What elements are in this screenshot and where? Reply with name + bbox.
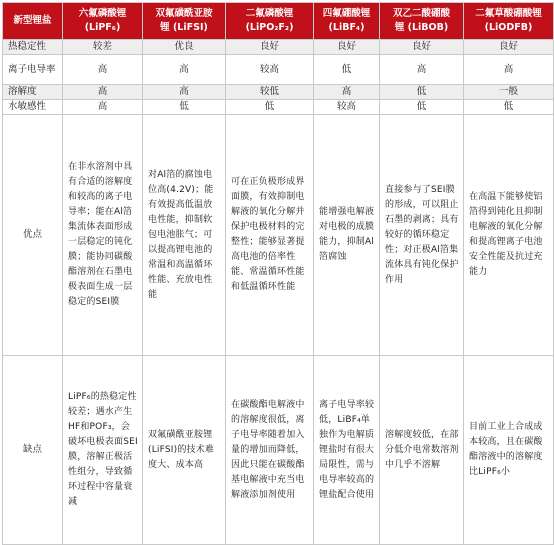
- table-cell: 高: [63, 55, 143, 85]
- table-cell: 高: [143, 55, 226, 85]
- table-cell: 在碳酸酯电解液中的溶解度很低，离子电导率随着加入量的增加而降低，因此只能在碳酸酯基电解液中充当电解液添加剂使用: [226, 356, 314, 545]
- header-lipo2f2-formula: (LiPO₂F₂): [245, 22, 294, 33]
- table-cell: 高: [63, 100, 143, 115]
- table-cell: 能增强电解液对电极的成膜能力，抑制Al箔腐蚀: [314, 115, 380, 356]
- table-cell: 高: [63, 85, 143, 100]
- table-cell: 低: [226, 100, 314, 115]
- table-cell: 双氟磺酰亚胺锂(LiFSI)的技术难度大、成本高: [143, 356, 226, 545]
- table-cell: 低: [464, 100, 554, 115]
- header-libf4-formula: (LiBF₄): [328, 22, 365, 33]
- table-cell: 直接参与了SEI膜的形成，可以阻止石墨的剥离；具有较好的循环稳定性；对正极Al箔集流体具有钝化保护作用: [380, 115, 464, 356]
- table-cell: 优良: [143, 40, 226, 55]
- row-label: 溶解度: [3, 85, 63, 100]
- table-cell: LiPF₆的热稳定性较差；遇水产生HF和POF₃，会破坏电极表面SEI膜，溶解正极活性组分，导致循环过程中容量衰减: [63, 356, 143, 545]
- table-cell: 低: [314, 55, 380, 85]
- table-cell: 目前工业上合成成本较高，且在碳酸酯溶液中的溶解度比LiPF₆小: [464, 356, 554, 545]
- row-solubility: [3, 85, 554, 100]
- table-cell: 良好: [464, 40, 554, 55]
- table-cell: 高: [314, 85, 380, 100]
- table-cell: 高: [464, 55, 554, 85]
- header-lipo2f2: [226, 3, 314, 40]
- row-water-sensitivity: [3, 100, 554, 115]
- header-salt-type: [3, 3, 63, 40]
- header-lifsi: [143, 3, 226, 40]
- header-libf4: [314, 3, 380, 40]
- table-cell: 在非水溶剂中具有合适的溶解度和较高的离子电导率；能在Al箔集流体表面形成一层稳定的钝化膜；能协同碳酸酯溶剂在石墨电极表面生成一层稳定的SEI膜: [63, 115, 143, 356]
- row-label: 热稳定性: [3, 40, 63, 55]
- table-cell: 对Al箔的腐蚀电位高(4.2V)；能有效提高低温放电性能，抑制软包电池胀气；可以提高锂电池的常温和高温循环性能、充放电性能: [143, 115, 226, 356]
- table-cell: 较高: [226, 55, 314, 85]
- table-cell: 高: [380, 55, 464, 85]
- header-lifsi-name: 双氟磺酰亚胺: [155, 8, 213, 19]
- table-cell: 较差: [63, 40, 143, 55]
- header-libob-formula: 锂 (LiBOB): [394, 22, 449, 33]
- table-cell: 较低: [226, 85, 314, 100]
- table-cell: 低: [380, 85, 464, 100]
- header-lifsi-formula: 锂 (LiFSI): [160, 22, 208, 33]
- row-disadvantages: [3, 356, 554, 545]
- table-cell: 在高温下能够使铝箔得到钝化且抑制电解液的氧化分解和提高锂离子电池安全性能及抗过充能力: [464, 115, 554, 356]
- table-cell: 高: [143, 85, 226, 100]
- table-cell: 较高: [314, 100, 380, 115]
- header-row: [3, 3, 554, 40]
- row-label: 缺点: [3, 356, 63, 545]
- header-liodfb-name: 二氟草酸硼酸锂: [475, 8, 542, 19]
- row-thermal-stability: [3, 40, 554, 55]
- table-cell: 良好: [380, 40, 464, 55]
- header-liodfb-formula: (LiODFB): [484, 22, 533, 33]
- header-liodfb: [464, 3, 554, 40]
- row-label: 优点: [3, 115, 63, 356]
- table-cell: 良好: [314, 40, 380, 55]
- row-label: 水敏感性: [3, 100, 63, 115]
- header-lipf6: [63, 3, 143, 40]
- table-cell: 良好: [226, 40, 314, 55]
- lithium-salt-comparison-table: [2, 2, 554, 545]
- row-advantages: [3, 115, 554, 356]
- table-cell: 溶解度较低，在部分低介电常数溶剂中几乎不溶解: [380, 356, 464, 545]
- row-ionic-conductivity: [3, 55, 554, 85]
- header-libob-name: 双乙二酸硼酸: [392, 8, 450, 19]
- table-cell: 低: [143, 100, 226, 115]
- table-cell: 可在正负极形成界面膜，有效抑制电解液的氧化分解并保护电极材料的完整性；能够显著提高电池的倍率性能、常温循环性能和低温循环性能: [226, 115, 314, 356]
- table-cell: 一般: [464, 85, 554, 100]
- header-salt-type-label: 新型锂盐: [13, 15, 52, 26]
- header-lipf6-formula: (LiPF₆): [84, 22, 121, 33]
- row-label: 离子电导率: [3, 55, 63, 85]
- header-lipf6-name: 六氟磷酸锂: [78, 8, 127, 19]
- header-libob: [380, 3, 464, 40]
- header-libf4-name: 四氟硼酸锂: [322, 8, 371, 19]
- table-cell: 离子电导率较低，LiBF₄单独作为电解质锂盐时有很大局限性，需与电导率较高的锂盐配合使用: [314, 356, 380, 545]
- table-cell: 低: [380, 100, 464, 115]
- header-lipo2f2-name: 二氟磷酸锂: [245, 8, 294, 19]
